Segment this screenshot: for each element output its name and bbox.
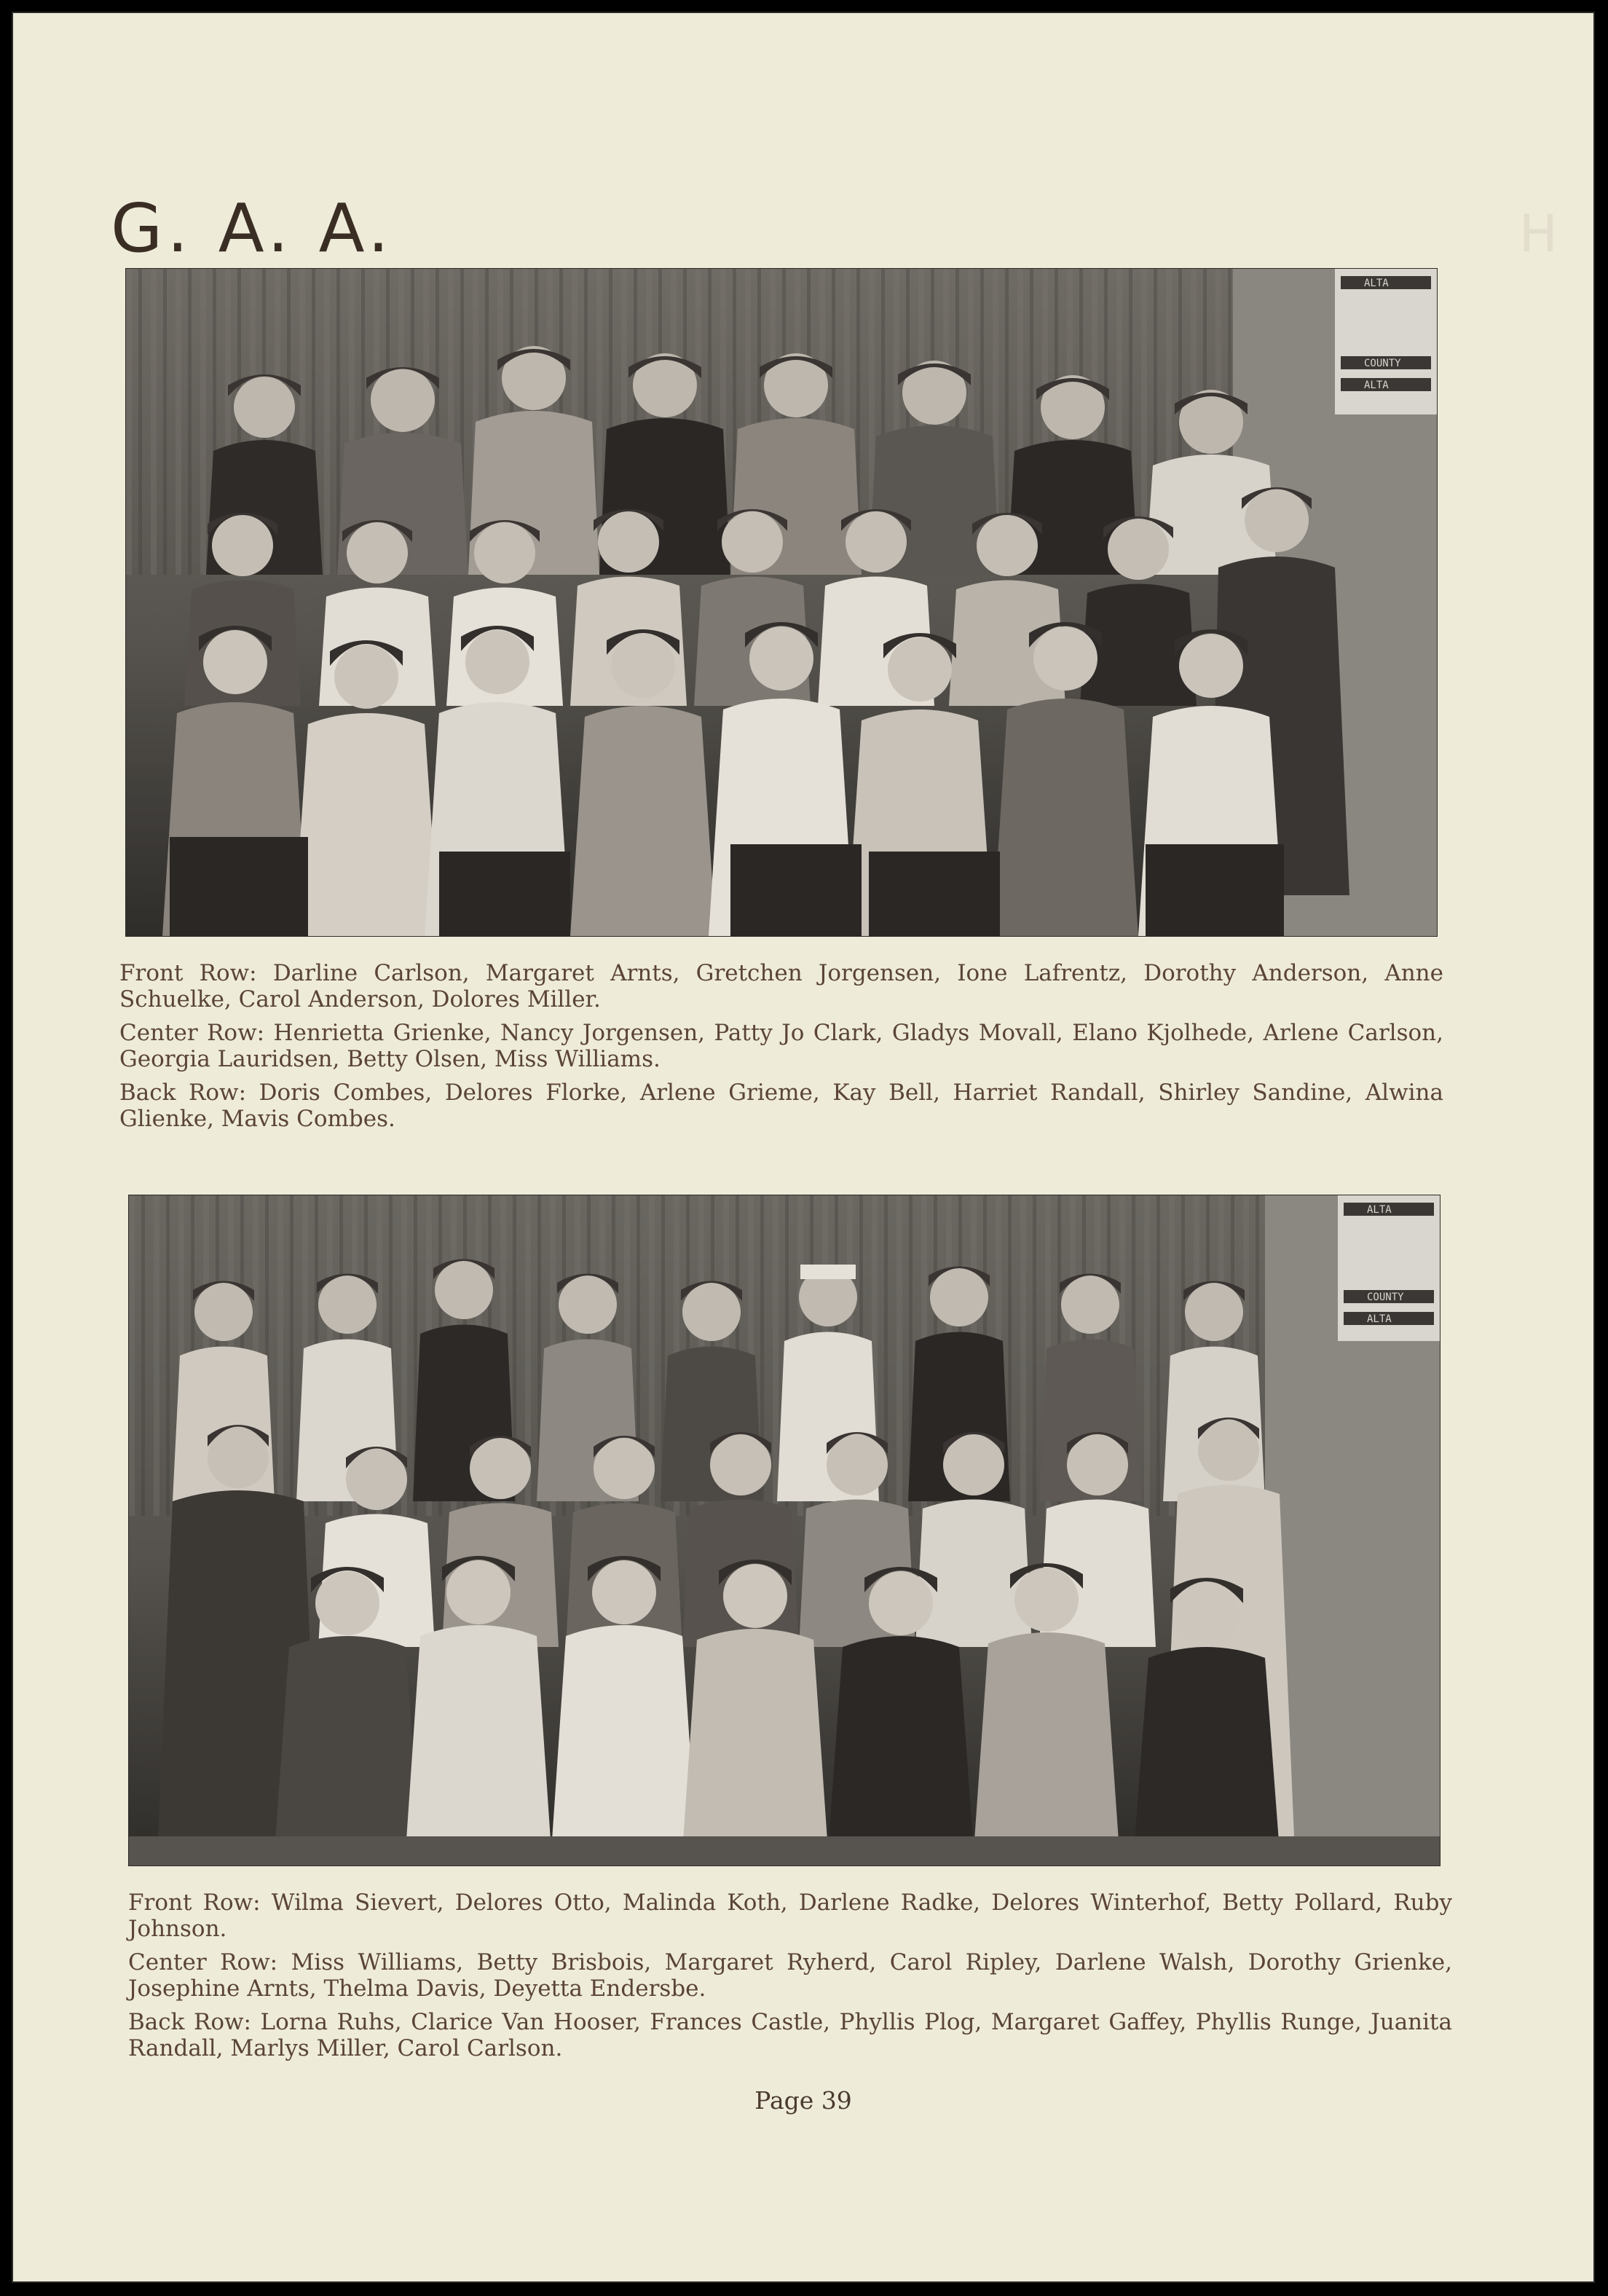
scoreboard-line: ALTA: [1364, 278, 1389, 289]
caption-back-row: Back Row: Doris Combes, Delores Florke, Arlene Grieme, Kay Bell, Harriet Randall, Shirley Sandine, Alwina Glienke, Mavis Combes.: [119, 1080, 1443, 1132]
scoreboard-line: ALTA: [1367, 1313, 1392, 1325]
caption-front-row: Front Row: Wilma Sievert, Delores Otto, Malinda Koth, Darlene Radke, Delores Winterhof, Betty Pollard, Ruby Johnson.: [128, 1890, 1452, 1942]
caption-center-row: Center Row: Henrietta Grienke, Nancy Jorgensen, Patty Jo Clark, Gladys Movall, Elano Kjolhede, Arlene Carlson, Georgia Lauridsen, Betty Olsen, Miss Williams.: [119, 1020, 1443, 1072]
scoreboard-line: ALTA: [1367, 1204, 1392, 1216]
group-photo-2: [128, 1195, 1440, 1866]
group-photo-1: [125, 268, 1438, 937]
caption-front-row: Front Row: Darline Carlson, Margaret Arnts, Gretchen Jorgensen, Ione Lafrentz, Dorothy Anderson, Anne Schuelke, Carol Anderson, Dolores Miller.: [119, 960, 1443, 1013]
scoreboard-line: COUNTY: [1367, 1292, 1404, 1303]
yearbook-page: [12, 12, 1595, 2283]
photo-2-caption: [128, 1890, 1452, 2069]
caption-back-row: Back Row: Lorna Ruhs, Clarice Van Hooser, Frances Castle, Phyllis Plog, Margaret Gaffey, Phyllis Runge, Juanita Randall, Marlys Miller, Carol Carlson.: [128, 2009, 1452, 2061]
page-title: G. A. A.: [111, 189, 394, 267]
bleed-through-text: H: [1519, 204, 1565, 264]
page-number: Page 39: [754, 2086, 852, 2115]
front-row-figures: [129, 1556, 1440, 1866]
scoreboard-line: COUNTY: [1364, 358, 1401, 369]
caption-center-row: Center Row: Miss Williams, Betty Brisbois, Margaret Ryherd, Carol Ripley, Darlene Walsh, Dorothy Grienke, Josephine Arnts, Thelma Davis, Deyetta Endersbe.: [128, 1949, 1452, 2002]
scoreboard-line: ALTA: [1364, 380, 1389, 391]
photo-1-caption: [119, 960, 1443, 1139]
